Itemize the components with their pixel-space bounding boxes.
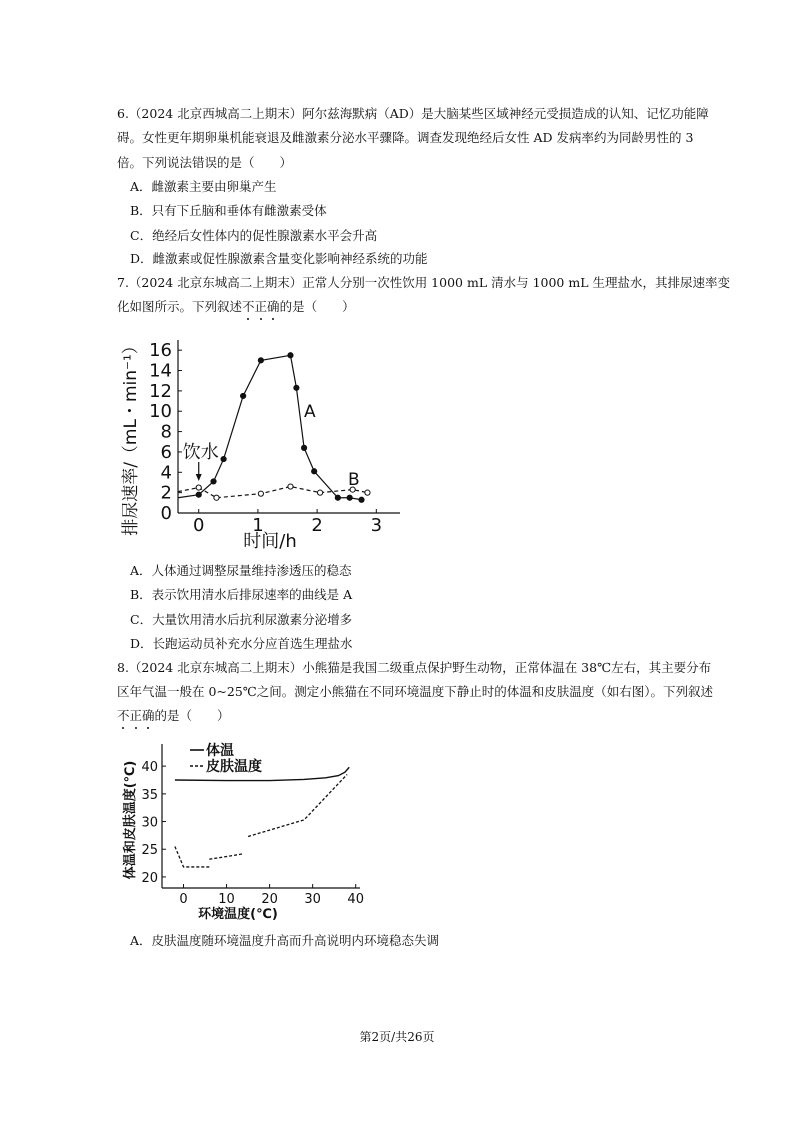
- y-tick-label: 2: [160, 482, 172, 504]
- data-point-B: [288, 484, 293, 489]
- y-tick-label: 30: [141, 815, 158, 831]
- q8-stem-line-3: 不正确的是（ ）: [117, 708, 230, 723]
- series-line-A: [178, 355, 362, 500]
- q7-option-c: C．大量饮用清水后抗利尿激素分泌增多: [130, 612, 353, 627]
- q7-option-b: B．表示饮用清水后排尿速率的曲线是 A: [130, 587, 353, 602]
- page-footer: 第2页/共26页: [359, 1030, 435, 1044]
- data-point-A: [347, 495, 352, 500]
- data-point-A: [301, 445, 306, 450]
- x-axis-label: 环境温度(℃): [198, 907, 278, 922]
- data-point-A: [221, 456, 226, 461]
- data-point-A: [288, 353, 293, 358]
- x-tick-label: 2: [311, 515, 323, 536]
- emphasis-dot-char: 正: [129, 708, 143, 723]
- q6-stem-line-1: 6.（2024 北京西城高二上期末）阿尔兹海默病（AD）是大脑某些区域神经元受损造成的认知、记忆功能障: [117, 106, 709, 121]
- data-point-A: [359, 497, 364, 502]
- x-tick-label: 10: [218, 892, 235, 907]
- q6-stem-line-2: 碍。女性更年期卵巢机能衰退及雌激素分泌水平骤降。调查发现绝经后女性 AD 发病率约为同龄男性的 3: [117, 130, 694, 145]
- q7-stem-line-1: 7.（2024 北京东城高二上期末）正常人分别一次性饮用 1000 mL 清水与 1000 mL 生理盐水，其排尿速率变: [117, 275, 730, 290]
- x-tick-label: 40: [347, 892, 364, 907]
- data-point-B: [317, 490, 322, 495]
- y-tick-label: 20: [141, 870, 158, 886]
- urine-rate-chart: [118, 330, 408, 555]
- data-point-A: [211, 479, 216, 484]
- q8-stem-line-2: 区年气温一般在 0~25℃之间。测定小熊猫在不同环境温度下静止时的体温和皮肤温度（如右图）。下列叙述: [117, 684, 714, 699]
- q6-option-c: C．绝经后女性体内的促性腺激素水平会升高: [130, 228, 378, 243]
- series-line-body-temp: [175, 767, 349, 780]
- series-label-A: A: [304, 402, 316, 422]
- annotation-arrowhead: [196, 474, 202, 481]
- data-point-A: [312, 469, 317, 474]
- y-tick-label: 12: [149, 380, 172, 402]
- q6-option-a: A．雌激素主要由卵巢产生: [130, 179, 277, 194]
- x-tick-label: 1: [252, 515, 264, 536]
- data-point-A: [335, 495, 340, 500]
- y-tick-label: 16: [149, 340, 172, 362]
- q8-option-a: A．皮肤温度随环境温度升高而升高说明内环境稳态失调: [130, 933, 440, 948]
- x-tick-label: 30: [304, 892, 321, 907]
- y-tick-label: 10: [149, 401, 172, 423]
- y-tick-label: 4: [160, 462, 172, 484]
- y-tick-label: 14: [149, 360, 172, 382]
- y-tick-label: 25: [141, 843, 158, 859]
- data-point-A: [258, 358, 263, 363]
- x-tick-label: 20: [261, 892, 278, 907]
- y-tick-label: 0: [160, 503, 172, 524]
- q7-stem-line-2: 化如图所示。下列叙述不正确的是（ ）: [117, 299, 355, 314]
- y-axis-label: 排尿速率/（mL・min⁻¹）: [121, 337, 141, 536]
- temperature-chart: [118, 738, 368, 923]
- x-axis-label: 时间/h: [243, 531, 297, 552]
- q6-option-d: D．雌激素或促性腺激素含量变化影响神经系统的功能: [130, 251, 428, 266]
- data-point-B: [258, 491, 263, 496]
- data-point-A: [294, 385, 299, 390]
- legend-label-body-temp: 体温: [206, 743, 234, 759]
- series-label-B: B: [348, 470, 360, 490]
- emphasis-dot-char: 正: [254, 299, 268, 314]
- emphasis-dot-char: 不: [117, 708, 130, 723]
- y-tick-label: 6: [160, 441, 172, 463]
- y-tick-label: 8: [160, 421, 172, 443]
- data-point-A: [196, 492, 201, 497]
- series-line-skin-temp: [248, 774, 347, 836]
- q8-stem-line-1: 8.（2024 北京东城高二上期末）小熊猫是我国二级重点保护野生动物，正常体温在 38℃左右，其主要分布: [117, 660, 712, 675]
- q7-option-d: D．长跑运动员补充水分应首选生理盐水: [130, 636, 353, 651]
- data-point-B: [365, 490, 370, 495]
- legend-label-skin-temp: 皮肤温度: [206, 759, 262, 775]
- y-tick-label: 35: [141, 787, 158, 803]
- y-tick-label: 40: [141, 760, 158, 776]
- data-point-B: [196, 485, 201, 490]
- x-tick-label: 0: [179, 892, 188, 907]
- series-line-skin-temp: [175, 846, 209, 866]
- emphasis-dot-char: 确: [142, 708, 155, 723]
- emphasis-dot-char: 不: [242, 299, 255, 314]
- data-point-B: [214, 495, 219, 500]
- q6-stem-line-3: 倍。下列说法错误的是（ ）: [117, 155, 293, 170]
- q7-option-a: A．人体通过调整尿量维持渗透压的稳态: [130, 563, 352, 578]
- data-point-A: [241, 393, 246, 398]
- emphasis-dot-char: 确: [267, 299, 280, 314]
- y-axis-label: 体温和皮肤温度(℃): [123, 760, 138, 880]
- x-tick-label: 0: [192, 515, 205, 536]
- q6-option-b: B．只有下丘脑和垂体有雌激素受体: [130, 203, 327, 218]
- series-line-skin-temp: [209, 854, 243, 860]
- x-tick-label: 3: [370, 515, 383, 536]
- annotation-label: 饮水: [182, 442, 219, 463]
